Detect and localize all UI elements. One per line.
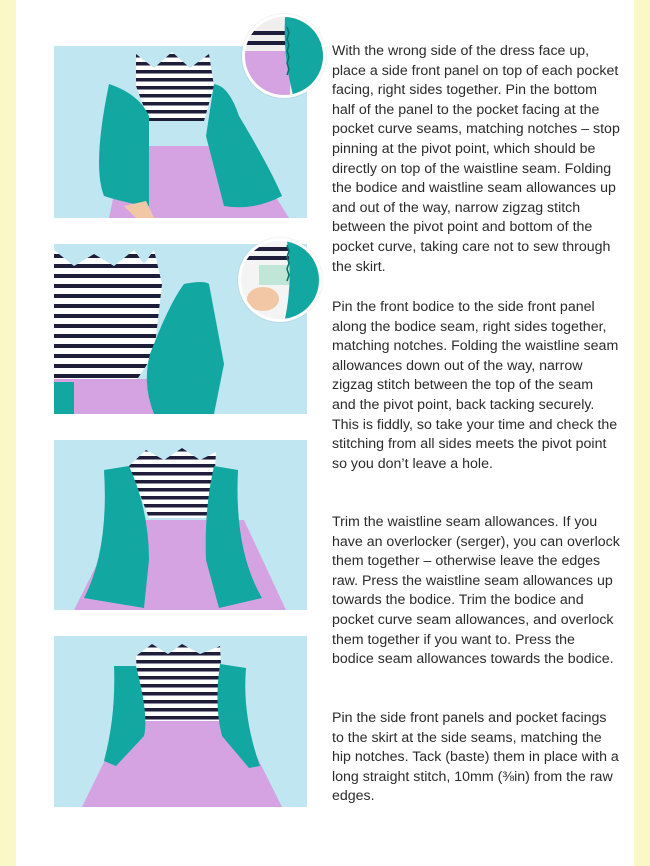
step-4-photo xyxy=(54,636,307,807)
step-4-text: Pin the side front panels and pocket facings to the skirt at the side seams, matching the hip notches. Tack (baste) them in place with a long straight stitch, 10mm (⅜in) from the raw edges. xyxy=(332,710,619,805)
step-1-text: With the wrong side of the dress face up, place a side front panel on top of each pocket facing, right sides together. Pin the bottom half of the panel to the pocket facing at the pocket curve seams, matching notches – stop pinning at the pivot point, which should be directly on top of the waistline seam. Folding the bodice and waistline seam allowances up and out of the way, narrow zigzag stitch between the pivot point and bottom of the pocket curve, taking care not to sew through the skirt. xyxy=(332,43,620,275)
step-2-detail xyxy=(238,238,322,322)
step-1-detail xyxy=(242,14,326,98)
step-3-photo xyxy=(54,440,307,610)
step-3-text: Trim the waistline seam allowances. If you have an overlocker (serger), you can overlock them together – otherwise leave the edges raw. Press the waistline seam allowances up towards the bodice. Trim the bodice and pocket curve seam allowances, and overlock them together if you want to. Press the bodice seam allowances towards the bodice. xyxy=(332,514,620,668)
step-2-text: Pin the front bodice to the side front panel along the bodice seam, right sides together, matching notches. Folding the waistline seam allowances down out of the way, narrow zigzag stitch between the top of the seam and the pivot point, back tacking securely. This is fiddly, so take your time and check the stitching from all sides meets the pivot point so you don’t leave a hole. xyxy=(332,299,619,472)
instruction-page xyxy=(16,0,634,866)
